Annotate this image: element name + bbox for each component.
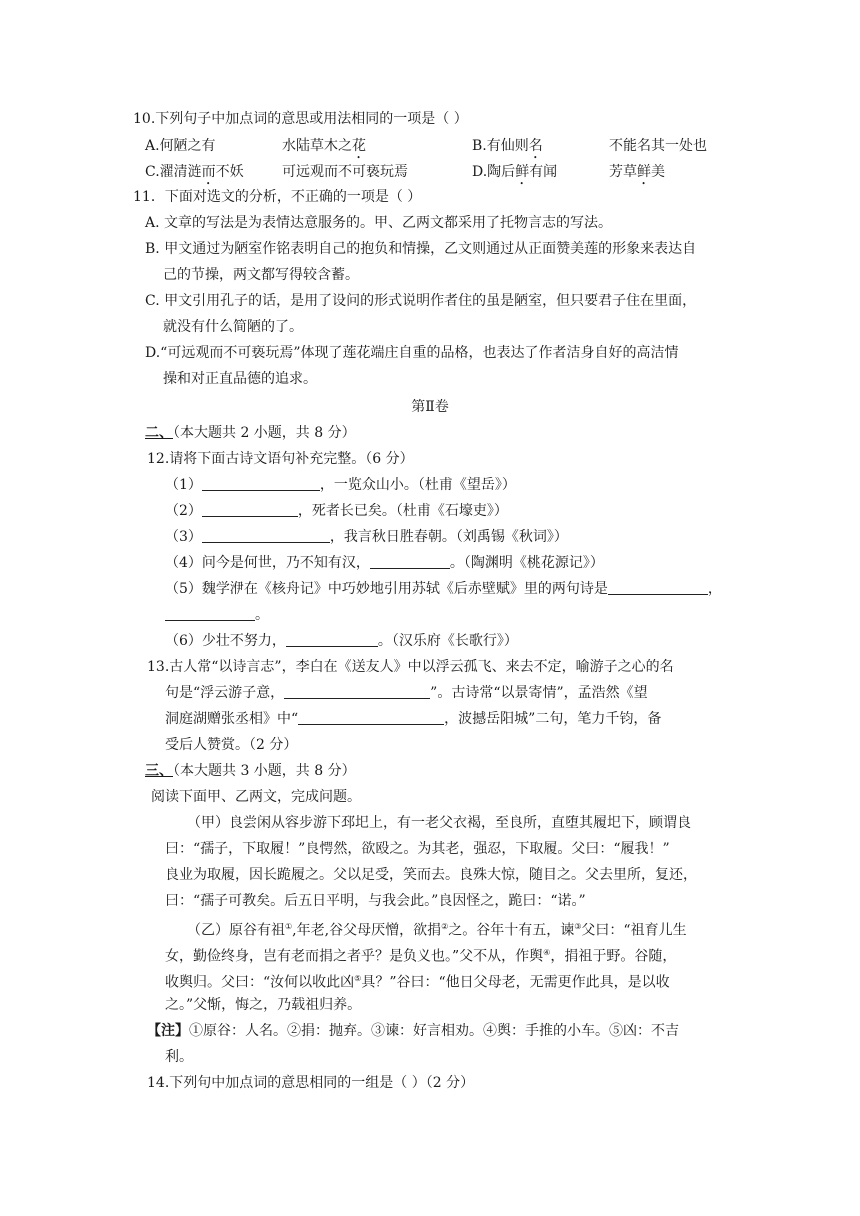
q12-item-1: （1） ，一览众山小。（杜甫《望岳》） bbox=[165, 477, 516, 493]
answer-blank[interactable] bbox=[286, 632, 378, 647]
q10-option-b-2: 不能名其一处也 bbox=[609, 138, 707, 154]
passage-yi-line-1: （乙）原谷有祖①,年老,谷父母厌憎，欲捐②之。谷年十有五，谏③父曰：“祖育儿生 bbox=[187, 922, 687, 939]
q12-item-4: （4）问今是何世，乃不知有汉， 。（陶渊明《桃花源记》） bbox=[165, 555, 604, 571]
q12-item-5-cont: 。 bbox=[165, 605, 269, 625]
q10-option-a: A.何陋之有 bbox=[145, 138, 216, 154]
answer-blank[interactable] bbox=[165, 606, 255, 621]
passage-jia-line-4: 曰：“孺子可教矣。后五日平明，与我会此。”良因怪之，跪曰：“诺。” bbox=[165, 893, 586, 909]
notes-cont: 利。 bbox=[165, 1049, 193, 1065]
answer-blank[interactable] bbox=[202, 476, 320, 491]
answer-blank[interactable] bbox=[608, 580, 708, 595]
q11-option-b-cont: 己的节操，两文都写得较含蓄。 bbox=[163, 267, 359, 283]
q11-option-a: A. 文章的写法是为表情达意服务的。甲、乙两文都采用了托物言志的写法。 bbox=[145, 215, 613, 231]
answer-blank[interactable] bbox=[202, 528, 330, 543]
q12-item-5: （5）魏学洢在《核舟记》中巧妙地引用苏轼《后赤壁赋》里的两句诗是 ， bbox=[165, 581, 722, 597]
q10-option-c: C.濯清涟而不妖 bbox=[145, 164, 244, 180]
q12-stem: 12.请将下面古诗文语句补充完整。（6 分） bbox=[147, 451, 414, 467]
q13-line-2: 句是“浮云游子意， ”。古诗常“以景寄情”，孟浩然《望 bbox=[165, 685, 648, 701]
q11-stem: 11．下面对选文的分析，不正确的一项是（ ） bbox=[133, 189, 422, 205]
q10-stem: 10.下列句子中加点词的意思或用法相同的一项是（ ） bbox=[133, 111, 468, 127]
reading-intro: 阅读下面甲、乙两文，完成问题。 bbox=[151, 789, 361, 805]
volume-title: 第Ⅱ卷 bbox=[411, 399, 449, 415]
passage-yi-line-3: 收舆归。父曰：“汝何以收此凶⑤具？”谷曰：“他日父母老，无需更作此具，是以收 bbox=[165, 974, 670, 991]
passage-jia-line-1: （甲）良尝闲从容步游下邳圯上，有一老父衣褐，至良所，直堕其履圯下，顾谓良 bbox=[187, 815, 691, 831]
section-2-header: 二、（本大题共 2 小题，共 8 分） bbox=[145, 425, 356, 441]
q12-item-3: （3） ，我言秋日胜春朝。（刘禹锡《秋词》） bbox=[165, 529, 568, 545]
q11-option-b: B. 甲文通过为陋室作铭表明自己的抱负和情操，乙文则通过从正面赞美莲的形象来表达自 bbox=[145, 241, 697, 257]
passage-yi-line-2: 女，勤俭终身，岂有老而捐之者乎？是负义也。”父不从，作舆④，捐祖于野。谷随， bbox=[165, 948, 677, 965]
passage-jia-line-2: 曰：“孺子，下取履！”良愕然，欲殴之。为其老，强忍，下取履。父曰：“履我！” bbox=[165, 841, 670, 857]
q11-option-c-cont: 就没有什么简陋的了。 bbox=[163, 319, 303, 335]
answer-blank[interactable] bbox=[370, 554, 450, 569]
q11-option-d: D.“可远观而不可亵玩焉”体现了莲花端庄自重的品格，也表达了作者洁身自好的高洁情 bbox=[145, 345, 679, 361]
q12-item-2: （2） ，死者长已矣。（杜甫《石壕吏》） bbox=[165, 503, 508, 519]
q10-option-d-2: 芳草鲜美 bbox=[609, 164, 665, 180]
q12-item-6: （6）少壮不努力， 。（汉乐府《长歌行》） bbox=[165, 633, 518, 649]
q11-option-d-cont: 操和对正直品德的追求。 bbox=[163, 371, 317, 387]
q14-stem: 14.下列句中加点词的意思相同的一组是（ ）（2 分） bbox=[147, 1075, 475, 1091]
answer-blank[interactable] bbox=[284, 684, 430, 699]
q13-line-4: 受后人赞赏。（2 分） bbox=[165, 737, 298, 753]
section-3-header: 三、（本大题共 3 小题，共 8 分） bbox=[145, 763, 356, 779]
notes: 【注】①原谷：人名。②捐：抛弃。③谏：好言相劝。④舆：手推的小车。⑤凶：不吉 bbox=[147, 1023, 679, 1039]
answer-blank[interactable] bbox=[298, 710, 444, 725]
q11-option-c: C. 甲文引用孔子的话，是用了设问的形式说明作者住的虽是陋室，但只要君子住在里面， bbox=[145, 293, 697, 309]
passage-jia-line-3: 良业为取履，因长跪履之。父以足受，笑而去。良殊大惊，随目之。父去里所，复还， bbox=[165, 867, 697, 883]
q13-line-3: 洞庭湖赠张丞相》中“ ，波撼岳阳城”二句，笔力千钧，备 bbox=[165, 711, 662, 727]
q10-option-a-2: 水陆草木之花 bbox=[282, 138, 366, 154]
q10-option-c-2: 可远观而不可亵玩焉 bbox=[282, 164, 408, 180]
q10-option-d: D.陶后鲜有闻 bbox=[472, 164, 558, 180]
q13-line-1: 13.古人常“以诗言志”，李白在《送友人》中以浮云孤飞、来去不定，喻游子之心的名 bbox=[147, 659, 674, 675]
q10-option-b: B.有仙则名 bbox=[472, 138, 543, 154]
passage-yi-line-4: 之。”父惭，悔之，乃载祖归养。 bbox=[165, 997, 362, 1013]
answer-blank[interactable] bbox=[202, 502, 298, 517]
